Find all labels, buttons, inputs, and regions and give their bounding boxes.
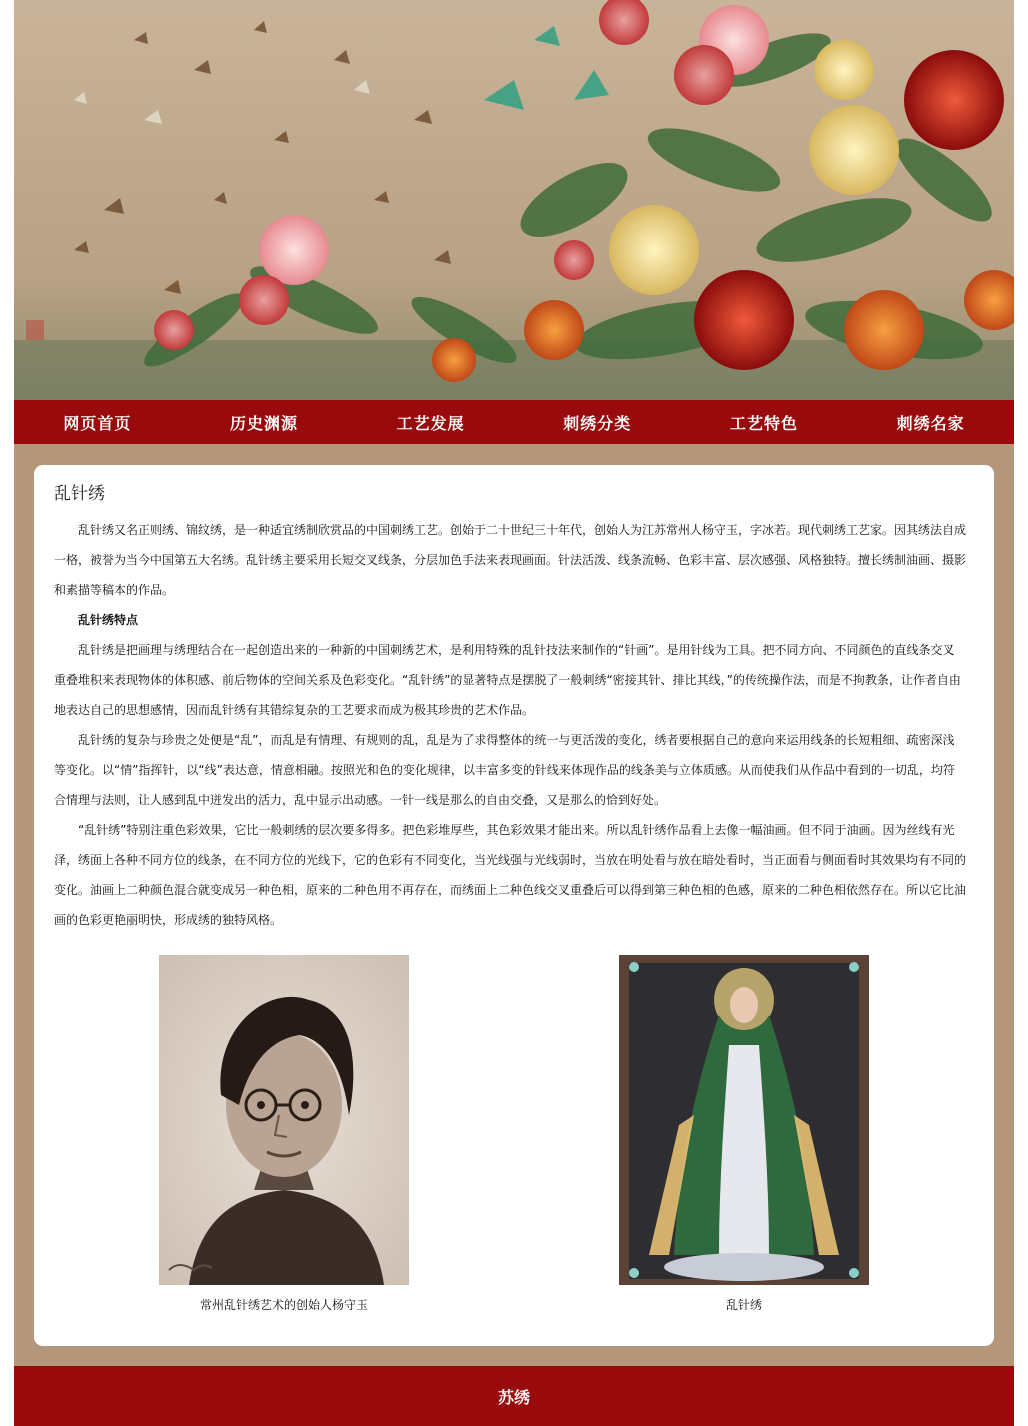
article-subtitle: 乱针绣特点 <box>78 613 139 627</box>
figure-row <box>34 955 994 1325</box>
figure-madonna <box>619 955 869 1315</box>
main-nav <box>14 400 1014 444</box>
article-paragraph-1: 乱针绣又名正则绣、锦纹绣，是一种适宜绣制欣赏品的中国刺绣工艺。创始于二十世纪三十年代，创始人为江苏常州人杨守玉，字冰若。现代刺绣工艺家。因其绣法自成一格，被誉为当今中国第五大名绣。乱针绣主要采用长短交叉线条，分层加色手法来表现画面。针法活泼、线条流畅、色彩丰富、层次感强、风格独特。擅长绣制油画、摄影和素描等稿本的作品。 <box>54 523 967 597</box>
madonna-embroidery-image <box>619 955 869 1285</box>
nav-item-home[interactable]: 网页首页 <box>63 413 132 433</box>
figure-portrait <box>159 955 409 1315</box>
nav-item-features[interactable]: 工艺特色 <box>729 413 798 433</box>
nav-item-craft-development[interactable]: 工艺发展 <box>396 413 465 433</box>
banner-illustration <box>14 0 1014 400</box>
nav-item-history[interactable]: 历史渊源 <box>229 413 298 433</box>
footer-text: 苏绣 <box>497 1387 530 1407</box>
portrait-caption: 常州乱针绣艺术的创始人杨守玉 <box>199 1298 368 1312</box>
madonna-caption: 乱针绣 <box>725 1298 762 1312</box>
banner-embroidery-image <box>14 0 1014 400</box>
article-paragraph-4: “乱针绣”特别注重色彩效果，它比一般刺绣的层次要多得多。把色彩堆厚些，其色彩效果才能出来。所以乱针绣作品看上去像一幅油画。但不同于油画。因为丝线有光泽，绣面上各种不同方位的线条，在不同方位的光线下，它的色彩有不同变化，当光线强与光线弱时，当放在明处看与放在暗处看时，当正面看与侧面看时其效果均有不同的变化。油画上二种颜色混合就变成另一种色相，原来的二种色用不再存在，而绣面上二种色线交叉重叠后可以得到第三种色相的色感，原来的二种色相依然存在。所以它比油画的色彩更艳丽明快，形成绣的独特风格。 <box>54 823 967 927</box>
portrait-image <box>159 955 409 1285</box>
nav-item-masters[interactable]: 刺绣名家 <box>896 413 965 433</box>
article-panel <box>34 465 994 1346</box>
page-wrapper <box>14 0 1014 1426</box>
article-paragraph-3: 乱针绣的复杂与珍贵之处便是“乱”，而乱是有情理、有规则的乱，乱是为了求得整体的统一与更活泼的变化，绣者要根据自己的意向来运用线条的长短粗细、疏密深浅等变化。以“情”指挥针，以“线”表达意，情意相融。按照光和色的变化规律，以丰富多变的针线来体现作品的线条美与立体质感。从而使我们从作品中看到的一切乱，均符合情理与法则，让人感到乱中迸发出的活力，乱中显示出动感。一针一线是那么的自由交叠，又是那么的恰到好处。 <box>54 733 955 807</box>
article-title: 乱针绣 <box>54 484 105 504</box>
nav-item-categories[interactable]: 刺绣分类 <box>563 413 632 433</box>
article-paragraph-2: 乱针绣是把画理与绣理结合在一起创造出来的一种新的中国刺绣艺术，是利用特殊的乱针技法来制作的“针画”。是用针线为工具。把不同方向、不同颜色的直线条交叉重叠堆积来表现物体的体积感、前后物体的空间关系及色彩变化。“乱针绣”的显著特点是摆脱了一般刺绣“密接其针、排比其线，”的传统操作法，而是不拘教条，让作者自由地表达自己的思想感情，因而乱针绣有其错综复杂的工艺要求而成为极其珍贵的艺术作品。 <box>54 643 961 717</box>
footer-bar <box>14 1366 1014 1426</box>
